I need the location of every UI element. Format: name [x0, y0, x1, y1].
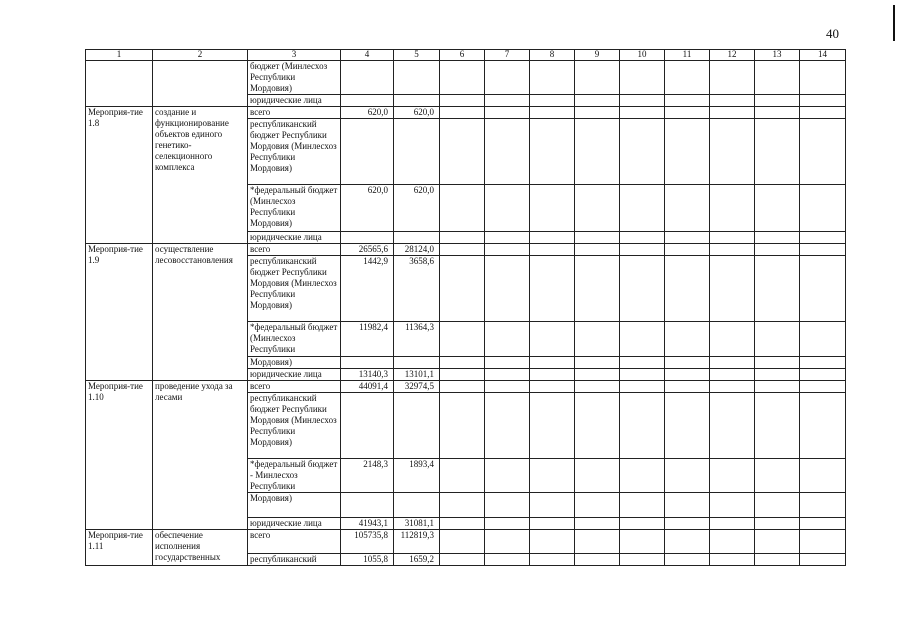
- empty-cell: [530, 493, 575, 518]
- empty-cell: [440, 459, 485, 493]
- empty-cell: [710, 393, 755, 459]
- value-col5: 31081,1: [394, 518, 440, 530]
- empty-cell: [665, 393, 710, 459]
- empty-cell: [485, 322, 530, 357]
- empty-cell: [800, 381, 846, 393]
- value-col4: 13140,3: [341, 369, 394, 381]
- funding-source: *федеральный бюджет - Минлесхоз Республики: [248, 459, 341, 493]
- empty-cell: [530, 61, 575, 95]
- col-header: 10: [620, 50, 665, 61]
- measure-name: [86, 61, 153, 107]
- measure-description: создание и функционирование объектов единого генетико-селекционного комплекса: [153, 107, 248, 244]
- measure-name: Мероприя-тие 1.9: [86, 244, 153, 381]
- empty-cell: [575, 61, 620, 95]
- empty-cell: [665, 256, 710, 322]
- empty-cell: [485, 232, 530, 244]
- col-header: 8: [530, 50, 575, 61]
- empty-cell: [755, 232, 800, 244]
- empty-cell: [440, 493, 485, 518]
- funding-source: Мордовия): [248, 357, 341, 369]
- empty-cell: [440, 119, 485, 185]
- empty-cell: [530, 119, 575, 185]
- empty-cell: [665, 357, 710, 369]
- empty-cell: [710, 256, 755, 322]
- empty-cell: [755, 530, 800, 554]
- table-row: [86, 244, 846, 256]
- empty-cell: [575, 322, 620, 357]
- empty-cell: [800, 61, 846, 95]
- empty-cell: [665, 322, 710, 357]
- empty-cell: [800, 232, 846, 244]
- empty-cell: [485, 530, 530, 554]
- empty-cell: [485, 256, 530, 322]
- empty-cell: [755, 493, 800, 518]
- empty-cell: [575, 554, 620, 566]
- empty-cell: [530, 369, 575, 381]
- empty-cell: [440, 518, 485, 530]
- value-col5: [394, 119, 440, 185]
- empty-cell: [755, 256, 800, 322]
- empty-cell: [800, 119, 846, 185]
- empty-cell: [665, 61, 710, 95]
- empty-cell: [755, 95, 800, 107]
- empty-cell: [665, 95, 710, 107]
- value-col5: [394, 232, 440, 244]
- empty-cell: [800, 95, 846, 107]
- empty-cell: [485, 393, 530, 459]
- empty-cell: [440, 554, 485, 566]
- empty-cell: [620, 61, 665, 95]
- empty-cell: [620, 357, 665, 369]
- empty-cell: [440, 232, 485, 244]
- empty-cell: [665, 518, 710, 530]
- empty-cell: [620, 322, 665, 357]
- empty-cell: [575, 107, 620, 119]
- empty-cell: [530, 232, 575, 244]
- empty-cell: [620, 493, 665, 518]
- col-header: 4: [341, 50, 394, 61]
- empty-cell: [575, 95, 620, 107]
- empty-cell: [620, 185, 665, 232]
- empty-cell: [530, 95, 575, 107]
- empty-cell: [710, 381, 755, 393]
- value-col4: [341, 357, 394, 369]
- measure-name: Мероприя-тие 1.10: [86, 381, 153, 530]
- empty-cell: [755, 381, 800, 393]
- funding-source: юридические лица: [248, 232, 341, 244]
- empty-cell: [800, 459, 846, 493]
- empty-cell: [575, 369, 620, 381]
- empty-cell: [710, 530, 755, 554]
- empty-cell: [575, 493, 620, 518]
- empty-cell: [710, 493, 755, 518]
- funding-source: всего: [248, 530, 341, 554]
- empty-cell: [485, 95, 530, 107]
- value-col4: 11982,4: [341, 322, 394, 357]
- empty-cell: [710, 232, 755, 244]
- empty-cell: [800, 107, 846, 119]
- empty-cell: [485, 459, 530, 493]
- funding-source: юридические лица: [248, 95, 341, 107]
- empty-cell: [575, 185, 620, 232]
- empty-cell: [485, 518, 530, 530]
- empty-cell: [755, 369, 800, 381]
- empty-cell: [620, 459, 665, 493]
- value-col4: 44091,4: [341, 381, 394, 393]
- page-number: 40: [826, 26, 839, 41]
- funding-source: республиканский бюджет Республики Мордовия (Минлесхоз Республики Мордовия): [248, 256, 341, 322]
- empty-cell: [575, 518, 620, 530]
- empty-cell: [530, 322, 575, 357]
- value-col4: 1442,9: [341, 256, 394, 322]
- empty-cell: [710, 518, 755, 530]
- empty-cell: [620, 518, 665, 530]
- value-col4: [341, 119, 394, 185]
- empty-cell: [665, 119, 710, 185]
- col-header: 9: [575, 50, 620, 61]
- measure-description: [153, 61, 248, 107]
- empty-cell: [710, 119, 755, 185]
- col-header: 6: [440, 50, 485, 61]
- funding-source: *федеральный бюджет (Минлесхоз Республики Мордовия): [248, 185, 341, 232]
- empty-cell: [620, 256, 665, 322]
- col-header: 2: [153, 50, 248, 61]
- empty-cell: [440, 107, 485, 119]
- empty-cell: [800, 369, 846, 381]
- empty-cell: [800, 518, 846, 530]
- funding-source: бюджет (Минлесхоз Республики Мордовия): [248, 61, 341, 95]
- col-header: 11: [665, 50, 710, 61]
- empty-cell: [665, 493, 710, 518]
- empty-cell: [755, 61, 800, 95]
- empty-cell: [710, 185, 755, 232]
- empty-cell: [620, 369, 665, 381]
- empty-cell: [620, 232, 665, 244]
- table-row: [86, 107, 846, 119]
- budget-table: [85, 49, 846, 566]
- funding-source: юридические лица: [248, 518, 341, 530]
- col-header: 14: [800, 50, 846, 61]
- measure-description: проведение ухода за лесами: [153, 381, 248, 530]
- empty-cell: [485, 185, 530, 232]
- measure-description: обеспечение исполнения государственных: [153, 530, 248, 566]
- empty-cell: [440, 95, 485, 107]
- empty-cell: [800, 493, 846, 518]
- funding-source: всего: [248, 107, 341, 119]
- empty-cell: [800, 393, 846, 459]
- empty-cell: [620, 381, 665, 393]
- value-col4: [341, 393, 394, 459]
- empty-cell: [710, 369, 755, 381]
- empty-cell: [755, 119, 800, 185]
- empty-cell: [665, 244, 710, 256]
- empty-cell: [755, 357, 800, 369]
- empty-cell: [530, 107, 575, 119]
- value-col5: 13101,1: [394, 369, 440, 381]
- empty-cell: [710, 107, 755, 119]
- empty-cell: [530, 381, 575, 393]
- empty-cell: [530, 554, 575, 566]
- empty-cell: [485, 119, 530, 185]
- empty-cell: [485, 61, 530, 95]
- empty-cell: [530, 357, 575, 369]
- empty-cell: [530, 256, 575, 322]
- empty-cell: [440, 369, 485, 381]
- col-header: 7: [485, 50, 530, 61]
- empty-cell: [530, 393, 575, 459]
- empty-cell: [440, 381, 485, 393]
- empty-cell: [755, 393, 800, 459]
- value-col4: 620,0: [341, 185, 394, 232]
- empty-cell: [620, 107, 665, 119]
- funding-source: республиканский бюджет Республики Мордовия (Минлесхоз Республики Мордовия): [248, 119, 341, 185]
- table-row: [86, 61, 846, 95]
- empty-cell: [620, 554, 665, 566]
- measure-name: Мероприя-тие 1.8: [86, 107, 153, 244]
- value-col4: [341, 95, 394, 107]
- empty-cell: [485, 107, 530, 119]
- funding-source: республиканский бюджет Республики Мордовия (Минлесхоз Республики Мордовия): [248, 393, 341, 459]
- value-col5: 28124,0: [394, 244, 440, 256]
- value-col5: 1659,2: [394, 554, 440, 566]
- empty-cell: [665, 232, 710, 244]
- value-col4: 105735,8: [341, 530, 394, 554]
- empty-cell: [530, 518, 575, 530]
- value-col5: 1893,4: [394, 459, 440, 493]
- value-col5: [394, 95, 440, 107]
- empty-cell: [485, 357, 530, 369]
- empty-cell: [575, 393, 620, 459]
- empty-cell: [575, 256, 620, 322]
- empty-cell: [710, 554, 755, 566]
- empty-cell: [575, 119, 620, 185]
- empty-cell: [530, 244, 575, 256]
- value-col5: [394, 493, 440, 518]
- value-col4: 41943,1: [341, 518, 394, 530]
- value-col5: 620,0: [394, 107, 440, 119]
- funding-source: всего: [248, 244, 341, 256]
- empty-cell: [755, 185, 800, 232]
- empty-cell: [530, 459, 575, 493]
- empty-cell: [710, 459, 755, 493]
- empty-cell: [665, 381, 710, 393]
- value-col4: 1055,8: [341, 554, 394, 566]
- value-col5: [394, 357, 440, 369]
- empty-cell: [440, 185, 485, 232]
- empty-cell: [800, 554, 846, 566]
- table-row: [86, 381, 846, 393]
- empty-cell: [620, 393, 665, 459]
- empty-cell: [755, 107, 800, 119]
- col-header: 13: [755, 50, 800, 61]
- empty-cell: [755, 322, 800, 357]
- empty-cell: [575, 381, 620, 393]
- value-col5: [394, 61, 440, 95]
- empty-cell: [710, 322, 755, 357]
- empty-cell: [575, 357, 620, 369]
- measure-name: Мероприя-тие 1.11: [86, 530, 153, 566]
- empty-cell: [440, 61, 485, 95]
- value-col5: [394, 393, 440, 459]
- empty-cell: [440, 393, 485, 459]
- empty-cell: [755, 554, 800, 566]
- table-header-row: [86, 50, 846, 61]
- empty-cell: [485, 244, 530, 256]
- value-col4: 26565,6: [341, 244, 394, 256]
- empty-cell: [440, 256, 485, 322]
- empty-cell: [710, 61, 755, 95]
- empty-cell: [440, 244, 485, 256]
- empty-cell: [620, 95, 665, 107]
- value-col4: 2148,3: [341, 459, 394, 493]
- value-col4: 620,0: [341, 107, 394, 119]
- empty-cell: [755, 244, 800, 256]
- empty-cell: [440, 322, 485, 357]
- empty-cell: [755, 459, 800, 493]
- value-col4: [341, 232, 394, 244]
- col-header: 5: [394, 50, 440, 61]
- empty-cell: [800, 185, 846, 232]
- scan-edge-mark: [893, 5, 895, 41]
- col-header: 3: [248, 50, 341, 61]
- empty-cell: [440, 357, 485, 369]
- empty-cell: [620, 530, 665, 554]
- empty-cell: [575, 459, 620, 493]
- col-header: 12: [710, 50, 755, 61]
- empty-cell: [800, 357, 846, 369]
- empty-cell: [665, 530, 710, 554]
- empty-cell: [710, 244, 755, 256]
- empty-cell: [485, 369, 530, 381]
- empty-cell: [530, 530, 575, 554]
- value-col5: 112819,3: [394, 530, 440, 554]
- empty-cell: [800, 256, 846, 322]
- funding-source: республиканский: [248, 554, 341, 566]
- empty-cell: [665, 459, 710, 493]
- value-col5: 11364,3: [394, 322, 440, 357]
- empty-cell: [710, 95, 755, 107]
- col-header: 1: [86, 50, 153, 61]
- empty-cell: [800, 322, 846, 357]
- empty-cell: [575, 530, 620, 554]
- table-row: [86, 530, 846, 554]
- funding-source: Мордовия): [248, 493, 341, 518]
- empty-cell: [710, 357, 755, 369]
- empty-cell: [800, 530, 846, 554]
- empty-cell: [755, 518, 800, 530]
- empty-cell: [440, 530, 485, 554]
- value-col4: [341, 61, 394, 95]
- empty-cell: [665, 369, 710, 381]
- measure-description: осуществление лесовосстановления: [153, 244, 248, 381]
- value-col5: 3658,6: [394, 256, 440, 322]
- empty-cell: [620, 244, 665, 256]
- empty-cell: [575, 232, 620, 244]
- empty-cell: [665, 185, 710, 232]
- funding-source: всего: [248, 381, 341, 393]
- funding-source: *федеральный бюджет (Минлесхоз Республики: [248, 322, 341, 357]
- value-col5: 32974,5: [394, 381, 440, 393]
- empty-cell: [665, 107, 710, 119]
- empty-cell: [485, 554, 530, 566]
- value-col5: 620,0: [394, 185, 440, 232]
- empty-cell: [530, 185, 575, 232]
- empty-cell: [620, 119, 665, 185]
- empty-cell: [800, 244, 846, 256]
- empty-cell: [485, 493, 530, 518]
- value-col4: [341, 493, 394, 518]
- empty-cell: [485, 381, 530, 393]
- funding-source: юридические лица: [248, 369, 341, 381]
- empty-cell: [665, 554, 710, 566]
- empty-cell: [575, 244, 620, 256]
